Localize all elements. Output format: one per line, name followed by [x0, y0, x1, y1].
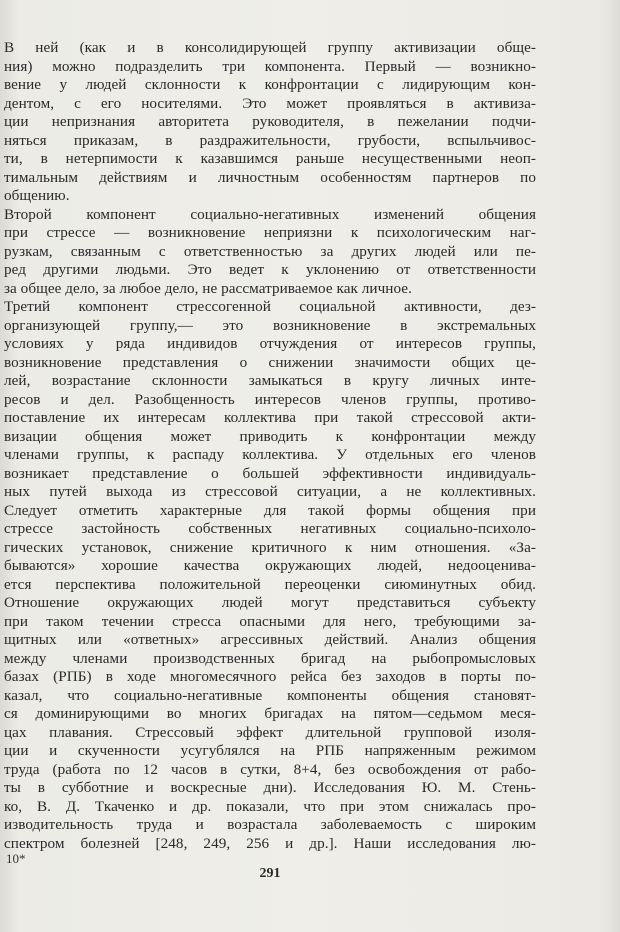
- printer-signature-mark: 10*: [6, 851, 26, 866]
- text-line: ется перспектива положительной переоценки сиюминутных обид.: [4, 575, 536, 593]
- text-line: В ней (как и в консолидирующей группу активизации обще-: [4, 39, 536, 56]
- text-line: за общее дело, за любое дело, не рассматриваемое как личное.: [4, 279, 412, 297]
- text-line: ции и скученности усугублялся на РПБ напряженным режимом: [4, 742, 536, 759]
- text-line: визации общения может приводить к конфронтации между: [4, 427, 536, 445]
- text-line: тимальным действиям и личностным особенностям партнеров по: [4, 168, 536, 186]
- text-line: ния) можно подразделить три компонента. Первый — возникно-: [4, 57, 536, 75]
- text-line: изводительность труда и возрастала заболеваемость с широким: [4, 816, 536, 833]
- text-line: спектром болезней [248, 249, 256 и др.]. Наши исследования лю-: [4, 834, 536, 852]
- text-line: няться приказам, в раздражительности, грубости, вспыльчивос-: [4, 131, 536, 149]
- text-line: стрессе застойность собственных негативных социально-психоло-: [4, 520, 536, 537]
- text-line: бываются» хорошие качества окружающих людей, недооценива-: [4, 557, 536, 574]
- text-line: организующей группу,— это возникновение в экстремальных: [4, 316, 536, 334]
- text-line: возникновение представления о снижении значимости общих це-: [4, 353, 536, 371]
- text-line: Третий компонент стрессогенной социальной активности, дез-: [4, 298, 536, 315]
- body-text: [4, 39, 536, 853]
- text-line: ции непризнания авторитета руководителя, в пежелании подчи-: [4, 113, 536, 130]
- text-line: ся доминирующими во многих бригадах на пятом—седьмом меся-: [4, 705, 536, 722]
- text-line: гических установок, снижение критичного к ним отношения. «За-: [4, 538, 536, 556]
- text-line: труда (работа по 12 часов в сутки, 8+4, без освобождения от рабо-: [4, 760, 536, 778]
- text-line: казал, что социально-негативные компоненты общения становят-: [4, 686, 536, 704]
- text-line: ко, В. Д. Ткаченко и др. показали, что при этом снижалась про-: [4, 797, 536, 815]
- text-line: условиях у ряда индивидов отчуждения от интересов группы,: [4, 335, 536, 352]
- text-line: щитных или «ответных» агрессивных действий. Анализ общения: [4, 631, 536, 648]
- text-line: ти, в нетерпимости к казавшимся раньше несущественными неоп-: [4, 150, 536, 167]
- text-line: Второй компонент социально-негативных изменений общения: [4, 205, 536, 223]
- text-line: рузкам, связанным с ответственностью за других людей или пе-: [4, 242, 536, 260]
- text-line: лей, возрастание склонности замыкаться в кругу личных инте-: [4, 372, 536, 389]
- text-line: вение у людей склонности к конфронтации с лидирующим кон-: [4, 76, 536, 93]
- text-line: поставление их интересам коллектива при такой стрессовой акти-: [4, 409, 536, 426]
- text-line: ных путей выхода из стрессовой ситуации, а не коллективных.: [4, 483, 536, 500]
- text-line: членами группы, к распаду коллектива. У отдельных его членов: [4, 446, 536, 463]
- text-line: Следует отметить характерные для такой формы общения при: [4, 501, 536, 519]
- text-line: ред другими людьми. Это ведет к уклонению от ответственности: [4, 261, 536, 278]
- text-line: ресов и дел. Разобщенность интересов членов группы, противо-: [4, 390, 536, 408]
- text-line: цах плавания. Стрессовый эффект длительной групповой изоля-: [4, 723, 536, 741]
- text-line: между членами производственных бригад на рыбопромысловых: [4, 649, 536, 667]
- text-line: при таком течении стресса опасными для него, требующими за-: [4, 612, 536, 630]
- text-line: ты в субботние и воскресные дни). Исследования Ю. М. Стень-: [4, 779, 536, 796]
- text-line: возникает представление о большей эффективности индивидуаль-: [4, 464, 536, 482]
- text-line: общению.: [4, 187, 70, 204]
- text-line: базах (РПБ) в ходе многомесячного рейса без заходов в порты по-: [4, 668, 536, 685]
- text-line: дентом, с его носителями. Это может проявляться в активиза-: [4, 94, 536, 112]
- text-line: при стрессе — возникновение неприязни к психологическим наг-: [4, 224, 536, 241]
- text-line: Отношение окружающих людей могут представиться субъекту: [4, 594, 536, 611]
- page-number: 291: [259, 866, 281, 881]
